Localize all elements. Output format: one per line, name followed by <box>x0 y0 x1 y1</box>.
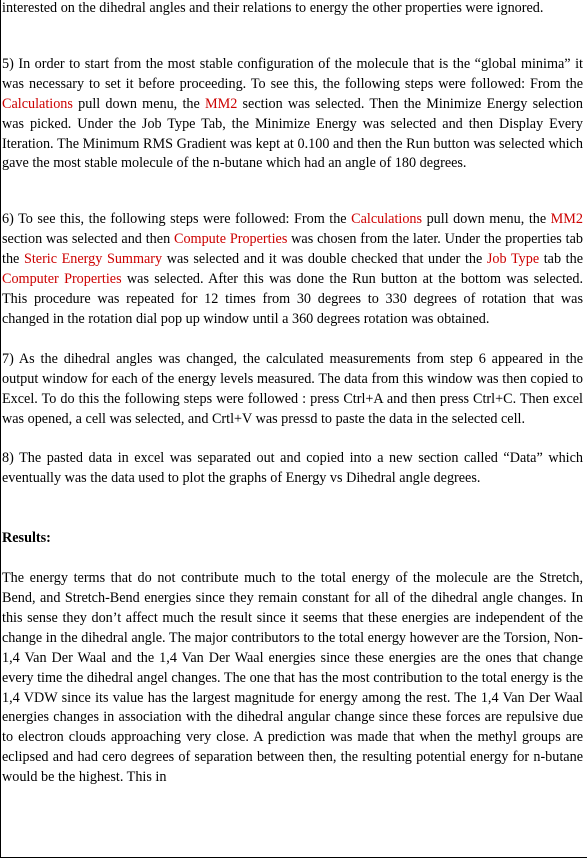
job-type-tab-ref: Job Type <box>486 251 540 268</box>
step-5-text: pull down menu, the <box>72 95 205 112</box>
step-6-text: was chosen from the later. Under the properties tab the <box>2 231 583 268</box>
step-5-text: section was selected. Then the Minimize Energy selection was picked. Under the Job Type Tab, the Minimize Energy was selected and then Display Every Iteration. The Minimum RMS Gradient was kept at 0.100 and then the Run button was selected which gave the most stable molecule of the n-butane which had an angle of 180 degrees. <box>2 95 583 172</box>
mm2-menu-ref: MM2 <box>204 95 238 112</box>
step-6-paragraph <box>2 210 587 329</box>
step-6-text: section was selected and then <box>2 231 174 248</box>
calculations-menu-ref: Calculations <box>2 95 73 112</box>
step-6-text: 6) To see this, the following steps were followed: From the <box>2 211 352 228</box>
results-heading: Results: <box>2 530 51 547</box>
intro-paragraph: interested on the dihedral angles and their relations to energy the other properties were ignored. <box>2 0 544 16</box>
calculations-menu-ref: Calculations <box>351 211 423 228</box>
step-5-text: 5) In order to start from the most stable configuration of the molecule that is the “global minima” it was necessary to set it before proceeding. To see this, the following steps were followed: From the <box>2 55 583 92</box>
step-8-paragraph: 8) The pasted data in excel was separated out and copied into a new section called “Data” which eventually was the data used to plot the graphs of Energy vs Dihedral angle degrees. <box>2 450 583 487</box>
computer-properties-ref: Computer Properties <box>2 271 122 288</box>
spacer <box>2 19 587 55</box>
spacer <box>2 489 587 529</box>
spacer <box>2 429 587 449</box>
step-6-text: tab the <box>539 251 583 268</box>
step-6-text: was selected and it was double checked that under the <box>162 251 487 268</box>
spacer <box>2 174 587 210</box>
steric-energy-summary-ref: Steric Energy Summary <box>23 251 163 268</box>
step-7-paragraph: 7) As the dihedral angles was changed, the calculated measurements from step 6 appeared in the output window for each of the energy levels measured. The data from this window was then copied to Excel. To do this the following steps were followed : press Ctrl+A and then press Ctrl+C. Then excel was opened, a cell was selected, and Crtl+V was pressd to paste the data in the selected cell. <box>2 350 583 427</box>
step-6-text: was selected. After this was done the Run button at the bottom was selected. This procedure was repeated for 12 times from 30 degrees to 330 degrees of rotation that was changed in the rotation dial pop up window until a 360 degrees rotation was obtained. <box>2 271 583 327</box>
compute-properties-ref: Compute Properties <box>173 231 288 248</box>
spacer <box>2 330 587 350</box>
mm2-menu-ref: MM2 <box>550 211 583 228</box>
step-6-text: pull down menu, the <box>422 211 551 228</box>
spacer <box>2 549 587 569</box>
step-5-paragraph <box>2 55 587 174</box>
results-paragraph: The energy terms that do not contribute much to the total energy of the molecule are the Stretch, Bend, and Stretch-Bend energies since they remain constant for all of the dihedral angle changes. In this sense they don’t affect much the result since it seems that these energies are independent of the change in the dihedral angle. The major contributors to the total energy however are the Torsion, Non-1,4 Van Der Waal and the 1,4 Van Der Waal energies since these energies are the ones that change every time the dihedral angel changes. The one that has the most contribution to the total energy is the 1,4 VDW since its value has the largest magnitude for energy among the rest. The 1,4 Van Der Waal energies changes in association with the dihedral angular change since these forces are repulsive due to electron clouds approaching very close. A prediction was made that when the methyl groups are eclipsed and had cero degrees of separation between then, the resulting potential energy for n-butane would be the highest. This in <box>2 570 583 786</box>
